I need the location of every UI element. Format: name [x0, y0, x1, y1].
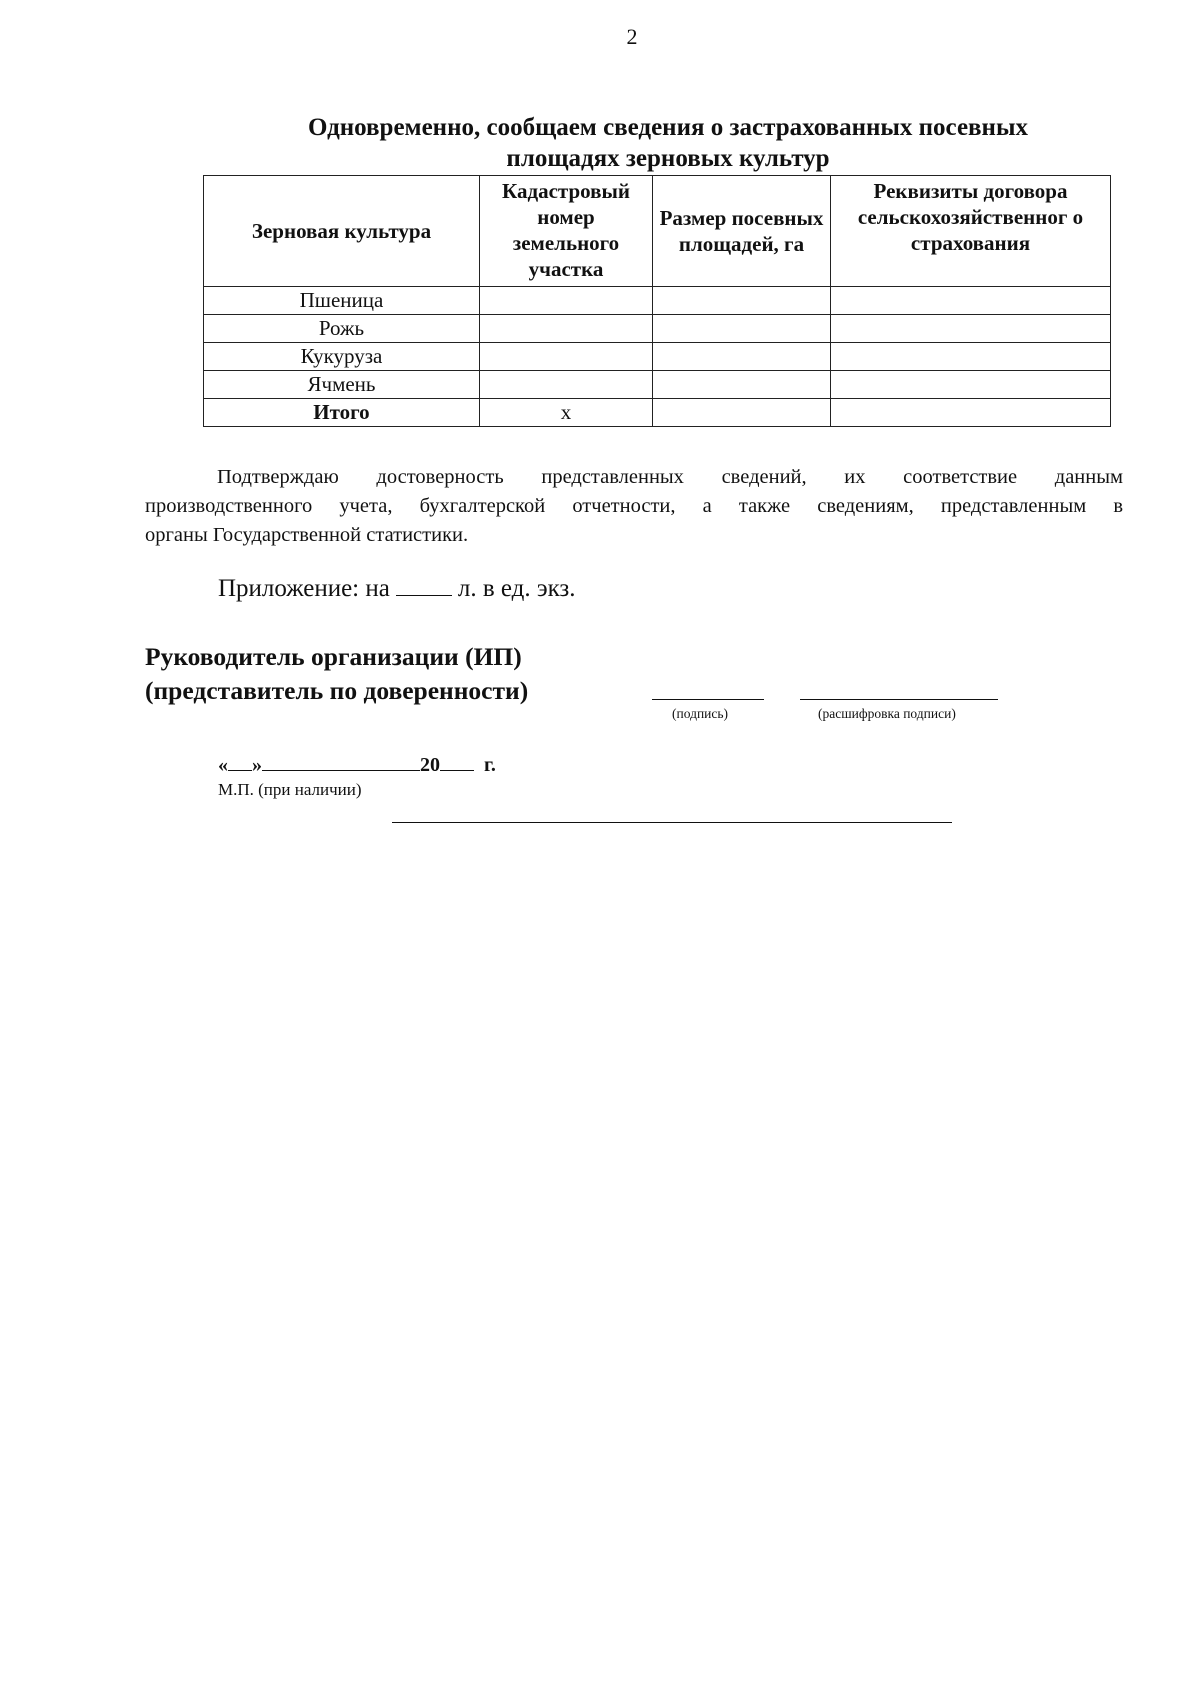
- header-area: Размер посевных площадей, га: [653, 176, 831, 287]
- table-total-row: [204, 399, 1111, 427]
- area-cell[interactable]: [653, 315, 831, 343]
- confirmation-paragraph: [145, 463, 1123, 550]
- crop-cell: Рожь: [204, 315, 480, 343]
- signature-caption: (подпись): [672, 706, 729, 721]
- appendix-suffix: л. в ед. экз.: [457, 575, 576, 602]
- contract-cell[interactable]: [831, 371, 1111, 399]
- date-year-blank[interactable]: [440, 752, 474, 771]
- bottom-rule: [392, 822, 952, 823]
- total-cadastral-cell: x: [480, 399, 653, 427]
- appendix-line: [218, 573, 576, 603]
- header-cadastral: Кадастровый номер земельного участка: [480, 176, 653, 287]
- signature-decode-blank[interactable]: [800, 699, 998, 700]
- date-year-prefix: 20: [420, 754, 440, 776]
- signature-blank[interactable]: [652, 699, 764, 700]
- cadastral-cell[interactable]: [480, 287, 653, 315]
- signatory-title: [145, 640, 528, 708]
- area-cell[interactable]: [653, 371, 831, 399]
- confirmation-line-3: органы Государственной статистики.: [145, 524, 469, 546]
- total-area-cell[interactable]: [653, 399, 831, 427]
- crop-cell: Ячмень: [204, 371, 480, 399]
- contract-cell[interactable]: [831, 315, 1111, 343]
- cadastral-cell[interactable]: [480, 371, 653, 399]
- appendix-prefix: Приложение: на: [218, 575, 390, 602]
- confirmation-line-1: Подтверждаю достоверность представленных сведений, их соответствие данным: [217, 466, 1123, 488]
- total-label: Итого: [204, 399, 480, 427]
- table-row: [204, 371, 1111, 399]
- total-contract-cell[interactable]: [831, 399, 1111, 427]
- date-close-quote: »: [252, 754, 262, 776]
- date-day-blank[interactable]: [228, 752, 252, 771]
- cadastral-cell[interactable]: [480, 315, 653, 343]
- header-contract: Реквизиты договора сельскохозяйственног о страхования: [831, 176, 1111, 287]
- date-line: [218, 752, 496, 777]
- stamp-note: М.П. (при наличии): [218, 780, 362, 799]
- document-heading: [200, 112, 1136, 174]
- cadastral-cell[interactable]: [480, 343, 653, 371]
- area-cell[interactable]: [653, 343, 831, 371]
- date-month-blank[interactable]: [262, 752, 420, 771]
- crop-cell: Кукуруза: [204, 343, 480, 371]
- date-year-suffix: г.: [484, 754, 496, 776]
- header-crop: Зерновая культура: [204, 176, 480, 287]
- area-cell[interactable]: [653, 287, 831, 315]
- signatory-line-2: (представитель по доверенности): [145, 676, 529, 705]
- table-row: [204, 343, 1111, 371]
- date-open-quote: «: [218, 754, 228, 776]
- contract-cell[interactable]: [831, 287, 1111, 315]
- appendix-pages-blank[interactable]: [396, 573, 452, 596]
- insured-crops-table: [203, 175, 1111, 427]
- table-row: [204, 315, 1111, 343]
- heading-line-2: площадях зерновых культур: [506, 145, 830, 172]
- heading-line-1: Одновременно, сообщаем сведения о застрахованных посевных: [308, 114, 1028, 141]
- table-header-row: [204, 176, 1111, 287]
- contract-cell[interactable]: [831, 343, 1111, 371]
- signature-decode-caption: (расшифровка подписи): [818, 706, 956, 721]
- table-row: [204, 287, 1111, 315]
- crop-cell: Пшеница: [204, 287, 480, 315]
- confirmation-line-2: производственного учета, бухгалтерской отчетности, а также сведениям, представленным в: [145, 495, 1123, 517]
- page-number: 2: [626, 24, 638, 49]
- signatory-line-1: Руководитель организации (ИП): [145, 642, 522, 671]
